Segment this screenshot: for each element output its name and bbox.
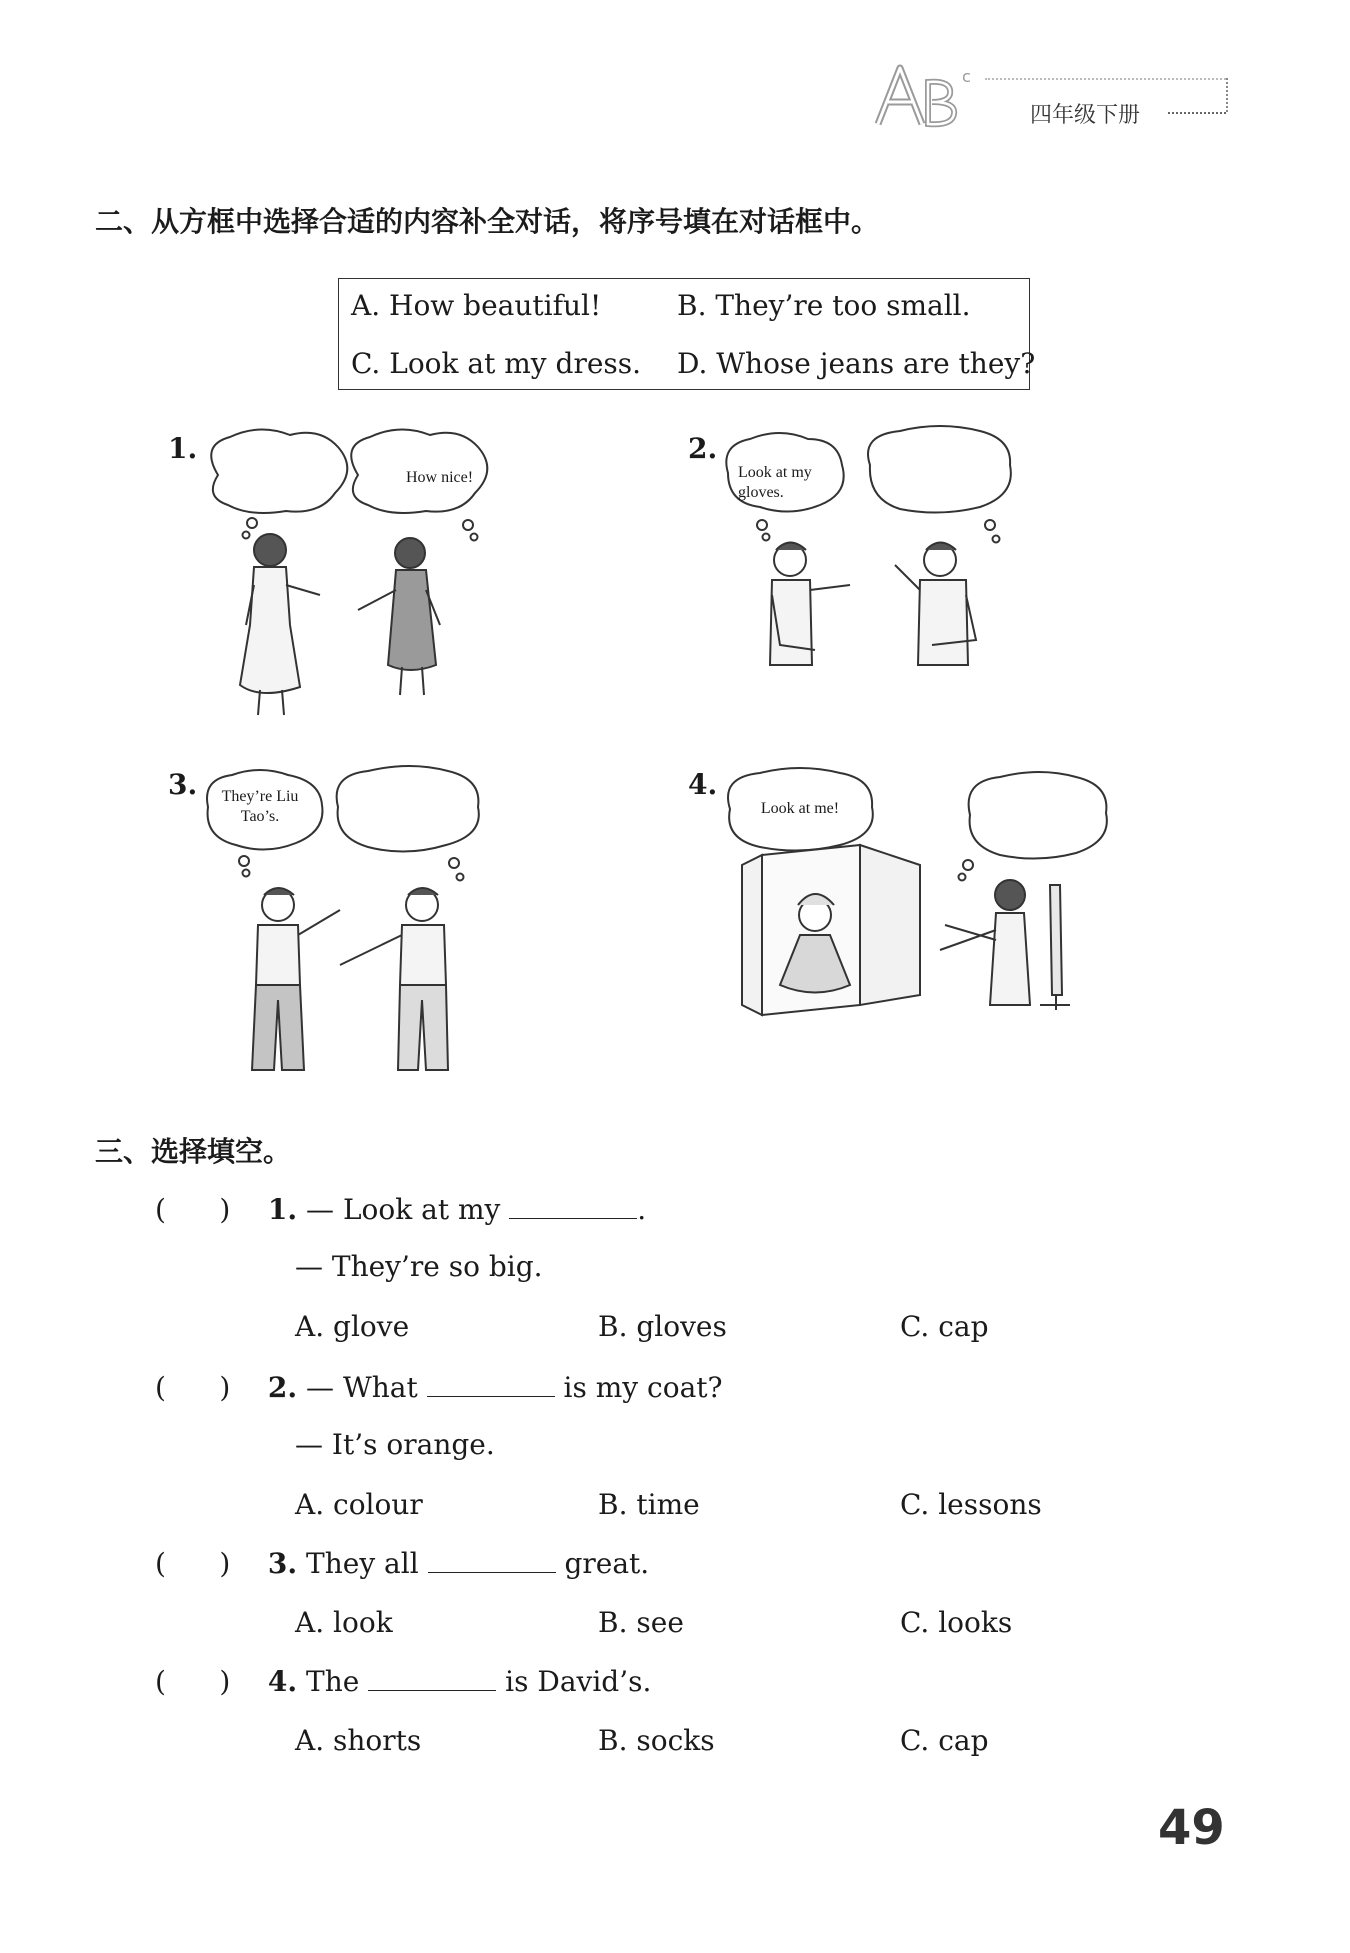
picture-3-number: 3. [168, 768, 198, 801]
section-3-title: 三、选择填空。 [95, 1135, 292, 1168]
left-speech-bubble [211, 429, 347, 538]
svg-text:c: c [962, 67, 971, 86]
right-speech-bubble [868, 426, 1011, 543]
question-1-reply: — They’re so big. [295, 1250, 543, 1283]
answer-parentheses[interactable]: ( ) [155, 1193, 231, 1226]
question-text-before: The [306, 1665, 360, 1698]
choice-a: A. glove [295, 1310, 410, 1343]
mother-figure [940, 880, 1030, 1005]
question-text-before: They all [306, 1547, 419, 1580]
choice-b: B. time [598, 1488, 700, 1521]
boy-1-figure [252, 888, 340, 1070]
boy-2-figure [895, 543, 976, 666]
option-d: D. Whose jeans are they? [677, 347, 1036, 380]
question-number: 3. [267, 1547, 298, 1580]
choice-a: A. shorts [295, 1724, 422, 1757]
right-speech-bubble [337, 766, 479, 881]
question-4 [155, 1664, 651, 1698]
choice-b: B. gloves [598, 1310, 727, 1343]
fill-blank[interactable] [427, 1370, 555, 1397]
choice-a: A. look [295, 1606, 393, 1639]
page-number: 49 [1158, 1800, 1225, 1856]
right-speech-bubble [959, 772, 1107, 881]
picture-4-left-bubble-text: Look at me! [760, 800, 840, 817]
picture-1-right-bubble-text: How nice! [405, 469, 474, 486]
question-text-after: great. [564, 1547, 650, 1580]
question-number: 1. [267, 1193, 298, 1226]
question-number: 2. [267, 1371, 298, 1404]
choice-b: B. see [598, 1606, 684, 1639]
boy-2-figure [340, 888, 448, 1070]
section-2-title: 二、从方框中选择合适的内容补全对话，将序号填在对话框中。 [95, 205, 880, 238]
choice-c: C. cap [900, 1310, 989, 1343]
woman-figure [240, 534, 320, 715]
question-text-after: . [637, 1193, 647, 1226]
options-box [338, 278, 1036, 390]
option-b: B. They’re too small. [677, 289, 971, 322]
fill-blank[interactable] [428, 1546, 556, 1573]
picture-1-number: 1. [168, 432, 198, 465]
choice-c: C. lessons [900, 1488, 1042, 1521]
picture-2-left-bubble-text: Look at my gloves. [738, 464, 812, 501]
choice-c: C. cap [900, 1724, 989, 1757]
question-2 [155, 1370, 723, 1404]
header-divider [985, 78, 1226, 80]
picture-3-left-bubble-text: They’re Liu Tao’s. [221, 788, 299, 825]
picture-2-number: 2. [688, 432, 718, 465]
header-divider [1168, 112, 1226, 114]
choice-b: B. socks [598, 1724, 715, 1757]
fill-blank[interactable] [368, 1664, 496, 1691]
fill-blank[interactable] [509, 1192, 637, 1219]
girl-figure [358, 538, 440, 695]
question-text-after: is David’s. [505, 1665, 652, 1698]
question-1 [155, 1192, 646, 1226]
answer-parentheses[interactable]: ( ) [155, 1665, 231, 1698]
option-a: A. How beautiful! [351, 289, 602, 322]
book-logo [870, 62, 990, 132]
grade-label: 四年级下册 [1030, 103, 1141, 128]
picture-4-number: 4. [688, 768, 718, 801]
mirror [1040, 885, 1070, 1010]
question-text-before: — What [306, 1371, 418, 1404]
choice-c: C. looks [900, 1606, 1013, 1639]
option-c: C. Look at my dress. [351, 347, 642, 380]
question-number: 4. [267, 1665, 298, 1698]
question-3 [155, 1546, 649, 1580]
choice-a: A. colour [295, 1488, 423, 1521]
question-text-before: — Look at my [306, 1193, 501, 1226]
question-text-after: is my coat? [563, 1371, 723, 1404]
answer-parentheses[interactable]: ( ) [155, 1547, 231, 1580]
answer-parentheses[interactable]: ( ) [155, 1371, 231, 1404]
boy-1-figure [770, 543, 850, 666]
header-divider [1226, 78, 1228, 112]
question-2-reply: — It’s orange. [295, 1428, 495, 1461]
